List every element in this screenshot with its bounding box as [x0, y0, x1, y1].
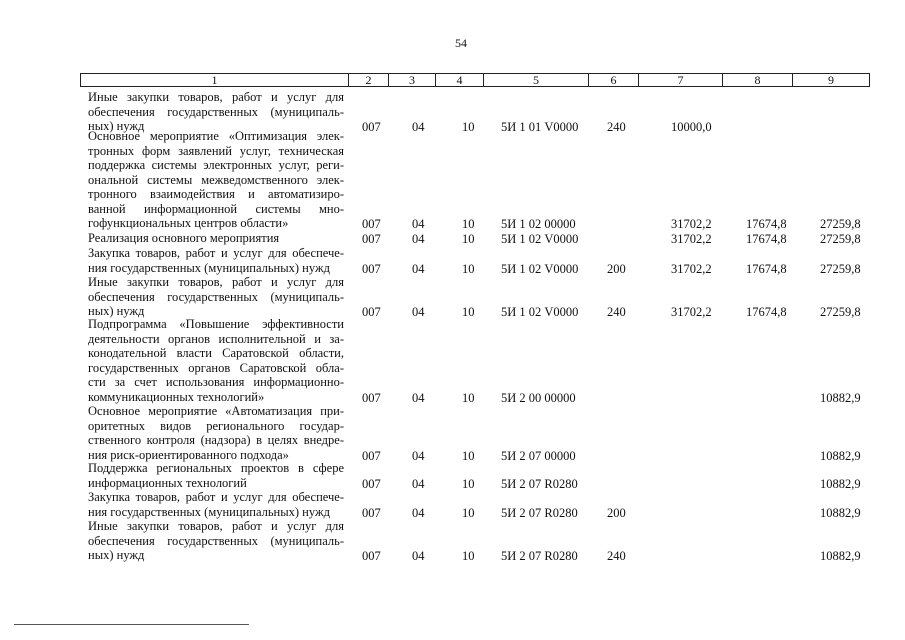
cell-c9: 27259,8 — [820, 305, 861, 319]
cell-c3: 04 — [412, 232, 425, 246]
row-description — [88, 519, 344, 563]
cell-c5: 5И 1 02 V0000 — [501, 232, 579, 246]
cell-c3: 04 — [412, 505, 425, 520]
cell-c2: 007 — [362, 232, 381, 246]
cell-c7: 31702,2 — [671, 217, 712, 231]
cell-c9: 27259,8 — [820, 217, 861, 231]
description-line: Закупка товаров, работ и услуг для обеспече- — [88, 490, 344, 504]
description-line: Подпрограмма «Повышение эффективности — [88, 317, 344, 331]
cell-c9: 10882,9 — [820, 505, 861, 520]
description-line: Основное мероприятие «Автоматизация при- — [88, 404, 344, 418]
description-line: ственного контроля (надзора) в целях внедре- — [88, 433, 344, 447]
cell-c2: 007 — [362, 505, 381, 520]
cell-c7: 31702,2 — [671, 261, 712, 276]
cell-c4: 10 — [462, 390, 475, 405]
cell-c4: 10 — [462, 217, 475, 231]
cell-c2: 007 — [362, 261, 381, 276]
header-col-6: 6 — [589, 74, 639, 86]
row-description — [88, 90, 344, 134]
cell-c8: 17674,8 — [746, 305, 787, 319]
cell-c2: 007 — [362, 305, 381, 319]
cell-c3: 04 — [412, 120, 425, 134]
row-description — [88, 231, 344, 246]
description-line: ния государственных (муниципальных) нужд — [88, 260, 330, 275]
cell-c6: 240 — [607, 120, 626, 134]
cell-c3: 04 — [412, 448, 425, 463]
cell-c7: 10000,0 — [671, 120, 712, 134]
header-col-5: 5 — [484, 74, 589, 86]
page-number: 54 — [455, 36, 467, 50]
description-line: Иные закупки товаров, работ и услуг для — [88, 90, 344, 104]
description-line: поддержка системы электронных услуг, реги- — [88, 158, 344, 172]
cell-c2: 007 — [362, 476, 381, 491]
description-line: ных) нужд — [88, 304, 145, 318]
cell-c9: 10882,9 — [820, 549, 861, 563]
row-description — [88, 404, 344, 462]
description-line: Основное мероприятие «Оптимизация элек- — [88, 129, 344, 143]
cell-c3: 04 — [412, 549, 425, 563]
cell-c8: 17674,8 — [746, 232, 787, 246]
cell-c5: 5И 1 02 00000 — [501, 217, 576, 231]
cell-c5: 5И 1 01 V0000 — [501, 120, 579, 134]
description-line: тронных форм заявлений услуг, техническая — [88, 143, 344, 158]
description-line: Закупка товаров, работ и услуг для обеспече- — [88, 246, 344, 260]
header-col-3: 3 — [389, 74, 436, 86]
description-line: ния риск-ориентированного подхода» — [88, 447, 289, 462]
row-description — [88, 490, 344, 519]
cell-c4: 10 — [462, 305, 475, 319]
header-col-2: 2 — [349, 74, 389, 86]
cell-c4: 10 — [462, 120, 475, 134]
row-description — [88, 461, 344, 490]
description-line: Поддержка региональных проектов в сфере — [88, 461, 344, 475]
cell-c3: 04 — [412, 305, 425, 319]
description-line: информационных технологий — [88, 475, 247, 490]
cell-c7: 31702,2 — [671, 232, 712, 246]
description-line: Иные закупки товаров, работ и услуг для — [88, 519, 344, 533]
cell-c4: 10 — [462, 549, 475, 563]
cell-c5: 5И 2 07 00000 — [501, 448, 576, 463]
cell-c2: 007 — [362, 217, 381, 231]
cell-c7: 31702,2 — [671, 305, 712, 319]
cell-c4: 10 — [462, 476, 475, 491]
header-col-1: 1 — [81, 74, 349, 86]
row-description — [88, 246, 344, 275]
description-line: ния государственных (муниципальных) нужд — [88, 504, 330, 519]
cell-c5: 5И 1 02 V0000 — [501, 261, 579, 276]
description-line: обеспечения государственных (муниципаль- — [88, 533, 344, 548]
row-description — [88, 317, 344, 404]
header-col-8: 8 — [723, 74, 793, 86]
cell-c6: 200 — [607, 505, 626, 520]
cell-c8: 17674,8 — [746, 217, 787, 231]
description-line: тронного взаимодействия и автоматизиро- — [88, 187, 344, 201]
cell-c3: 04 — [412, 261, 425, 276]
description-line: ванной информационной системы мно- — [88, 201, 344, 216]
header-col-4: 4 — [436, 74, 484, 86]
cell-c3: 04 — [412, 476, 425, 491]
description-line: ных) нужд — [88, 119, 145, 133]
cell-c3: 04 — [412, 217, 425, 231]
cell-c5: 5И 2 00 00000 — [501, 390, 576, 405]
description-line: конодательной власти Саратовской области, — [88, 346, 344, 360]
cell-c4: 10 — [462, 505, 475, 520]
cell-c6: 240 — [607, 305, 626, 319]
row-description — [88, 129, 344, 231]
cell-c2: 007 — [362, 549, 381, 563]
description-line: обеспечения государственных (муниципаль- — [88, 289, 344, 304]
description-line: государственных органов Саратовской обла- — [88, 360, 344, 375]
cell-c4: 10 — [462, 448, 475, 463]
cell-c9: 27259,8 — [820, 232, 861, 246]
footer-rule — [14, 624, 249, 625]
cell-c2: 007 — [362, 448, 381, 463]
cell-c6: 200 — [607, 261, 626, 276]
description-line: Иные закупки товаров, работ и услуг для — [88, 275, 344, 289]
header-col-7: 7 — [639, 74, 723, 86]
description-line: коммуникационных технологий» — [88, 389, 265, 404]
cell-c5: 5И 2 07 R0280 — [501, 549, 578, 563]
cell-c2: 007 — [362, 390, 381, 405]
cell-c4: 10 — [462, 261, 475, 276]
table-header — [80, 73, 870, 87]
description-line: Реализация основного мероприятия — [88, 231, 280, 245]
description-line: деятельности органов исполнительной и за- — [88, 331, 344, 346]
cell-c2: 007 — [362, 120, 381, 134]
cell-c3: 04 — [412, 390, 425, 405]
cell-c5: 5И 2 07 R0280 — [501, 505, 578, 520]
cell-c9: 10882,9 — [820, 476, 861, 491]
cell-c4: 10 — [462, 232, 475, 246]
description-line: сти за счет использования информационно- — [88, 375, 344, 389]
header-col-9: 9 — [828, 73, 834, 87]
cell-c6: 240 — [607, 549, 626, 563]
cell-c9: 10882,9 — [820, 448, 861, 463]
cell-c8: 17674,8 — [746, 261, 787, 276]
description-line: гофункциональных центров области» — [88, 216, 289, 230]
row-description — [88, 275, 344, 319]
cell-c5: 5И 1 02 V0000 — [501, 305, 579, 319]
description-line: ных) нужд — [88, 548, 145, 562]
description-line: обеспечения государственных (муниципаль- — [88, 104, 344, 119]
description-line: оритетных видов регионального государ- — [88, 418, 344, 433]
cell-c9: 10882,9 — [820, 390, 861, 405]
cell-c9: 27259,8 — [820, 261, 861, 276]
description-line: ональной системы межведомственного элек- — [88, 172, 344, 187]
cell-c5: 5И 2 07 R0280 — [501, 476, 578, 491]
